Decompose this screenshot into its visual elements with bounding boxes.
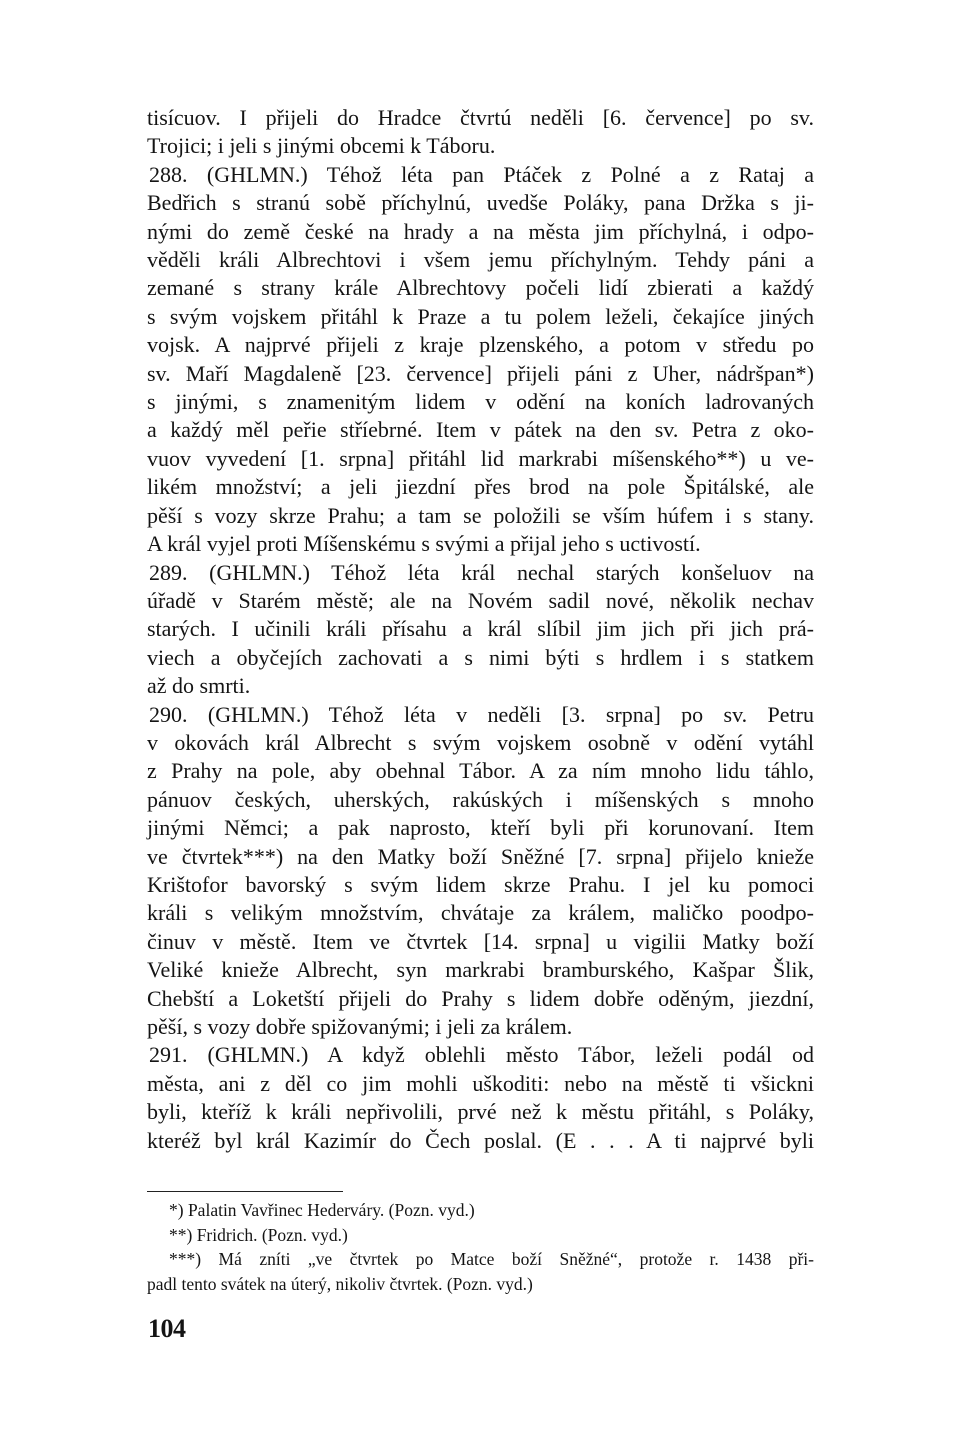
text-line: byli, kteříž k králi nepřivolili, prvé než k městu přitáhl, s Poláky, (147, 1099, 814, 1125)
text-line: pánuov českých, uherských, rakúských i míšenských s mnoho (147, 786, 814, 812)
text-line: Chebští a Loketští přijeli do Prahy s lidem dobře oděným, jiezdní, (147, 985, 814, 1011)
body-text (147, 104, 814, 1155)
text-line: Bedřich s stranú sobě příchylnú, uvedše Poláky, pana Držka s ji- (147, 190, 814, 216)
paragraph-288-start: 288. (GHLMN.) Téhož léta pan Ptáček z Polné a z Rataj a (149, 161, 814, 187)
text-line: tisícuov. I přijeli do Hradce čtvrtú neděli [6. července] po sv. (147, 105, 814, 130)
text-line: viech a obyčejích zachovati a s nimi býti s hrdlem i s statkem (147, 644, 814, 670)
text-line: jinými Němci; a pak naprosto, kteří byli při korunovaní. Item (147, 815, 814, 841)
text-line: a každý měl peřie stříebrné. Item v pátek na den sv. Petra z oko- (147, 417, 814, 443)
text-line: sv. Maří Magdaleně [23. července] přijeli páni z Uher, nádršpan*) (147, 360, 814, 386)
text-line: vojsk. A najprvé přijeli z kraje plzenského, a potom v středu po (147, 332, 814, 358)
text-line: A král vyjel proti Míšenskému s svými a přijal jeho s uctivostí. (147, 531, 701, 557)
text-line: v okovách král Albrecht s svým vojskem osobně v odění vytáhl (147, 729, 814, 755)
footnote-3-continuation: padl tento svátek na úterý, nikoliv čtvrtek. (Pozn. vyd.) (147, 1273, 533, 1294)
footnote-2: **) Fridrich. (Pozn. vyd.) (169, 1224, 348, 1245)
paragraph-290-start: 290. (GHLMN.) Téhož léta v neděli [3. srpna] po sv. Petru (149, 701, 814, 727)
footnote-separator (147, 1191, 343, 1192)
text-line: činuv v městě. Item ve čtvrtek [14. srpna] u vigilii Matky boží (147, 928, 814, 954)
text-line: králi s velikým množstvím, chvátaje za králem, maličko poodpo- (147, 900, 814, 926)
text-line: kteréž byl král Kazimír do Čech poslal. (E . . . A ti najprvé byli (147, 1127, 814, 1153)
text-line: až do smrti. (147, 673, 251, 699)
paragraph-291-start: 291. (GHLMN.) A když oblehli město Tábor, leželi podál od (149, 1042, 814, 1068)
text-line: s svým vojskem přitáhl k Praze a tu polem leželi, čekajíce jiných (147, 303, 814, 329)
text-line: úřadě v Starém městě; ale na Novém sadil nové, několik nechav (147, 587, 814, 613)
text-line: Krištofor bavorský s svým lidem skrze Prahu. I jel ku pomoci (147, 871, 814, 897)
footnote-1: *) Palatin Vavřinec Hederváry. (Pozn. vyd.) (169, 1200, 475, 1220)
text-line: ve čtvrtek***) na den Matky boží Sněžné [7. srpna] přijelo knieže (147, 843, 814, 869)
page-number: 104 (148, 1314, 186, 1343)
footnote-3: ***) Má zníti „ve čtvrtek po Matce boží Sněžné“, protože r. 1438 při- (169, 1249, 814, 1269)
text-line: pěší s vozy skrze Prahu; a tam se položili se vším húfem i s stany. (147, 502, 814, 528)
text-line: s jinými, s znamenitým lidem v odění na koních ladrovaných (147, 389, 814, 415)
text-line: nými do země české na hrady a na města jim příchylná, i odpo- (147, 218, 814, 244)
text-line: Trojici; i jeli s jinými obcemi k Táboru. (147, 133, 496, 159)
paragraph-289-start: 289. (GHLMN.) Téhož léta král nechal starých konšeluov na (149, 559, 814, 585)
text-line: z Prahy na pole, aby obehnal Tábor. A za ním mnoho lidu táhlo, (147, 758, 814, 784)
text-line: pěší, s vozy dobře spižovanými; i jeli za králem. (147, 1014, 573, 1039)
text-line: vuov vyvedení [1. srpna] přitáhl lid markrabi míšenského**) u ve- (147, 445, 814, 471)
text-line: likém množství; a jeli jiezdní přes brod na pole Špitálské, ale (147, 474, 814, 500)
text-line: Veliké knieže Albrecht, syn markrabi bramburského, Kašpar Šlik, (147, 957, 814, 983)
text-line: zemané s strany krále Albrechtovy počeli lidí zbierati a každý (147, 275, 814, 301)
page-body (147, 104, 814, 1155)
text-line: starých. I učinili králi přísahu a král slíbil jim jich při jich prá- (147, 616, 814, 642)
text-line: města, ani z děl co jim mohli uškoditi: nebo na městě ti všickni (147, 1070, 814, 1096)
text-line: věděli králi Albrechtovi i všem jemu příchylným. Tehdy páni a (147, 247, 814, 273)
footnotes (147, 1198, 814, 1296)
